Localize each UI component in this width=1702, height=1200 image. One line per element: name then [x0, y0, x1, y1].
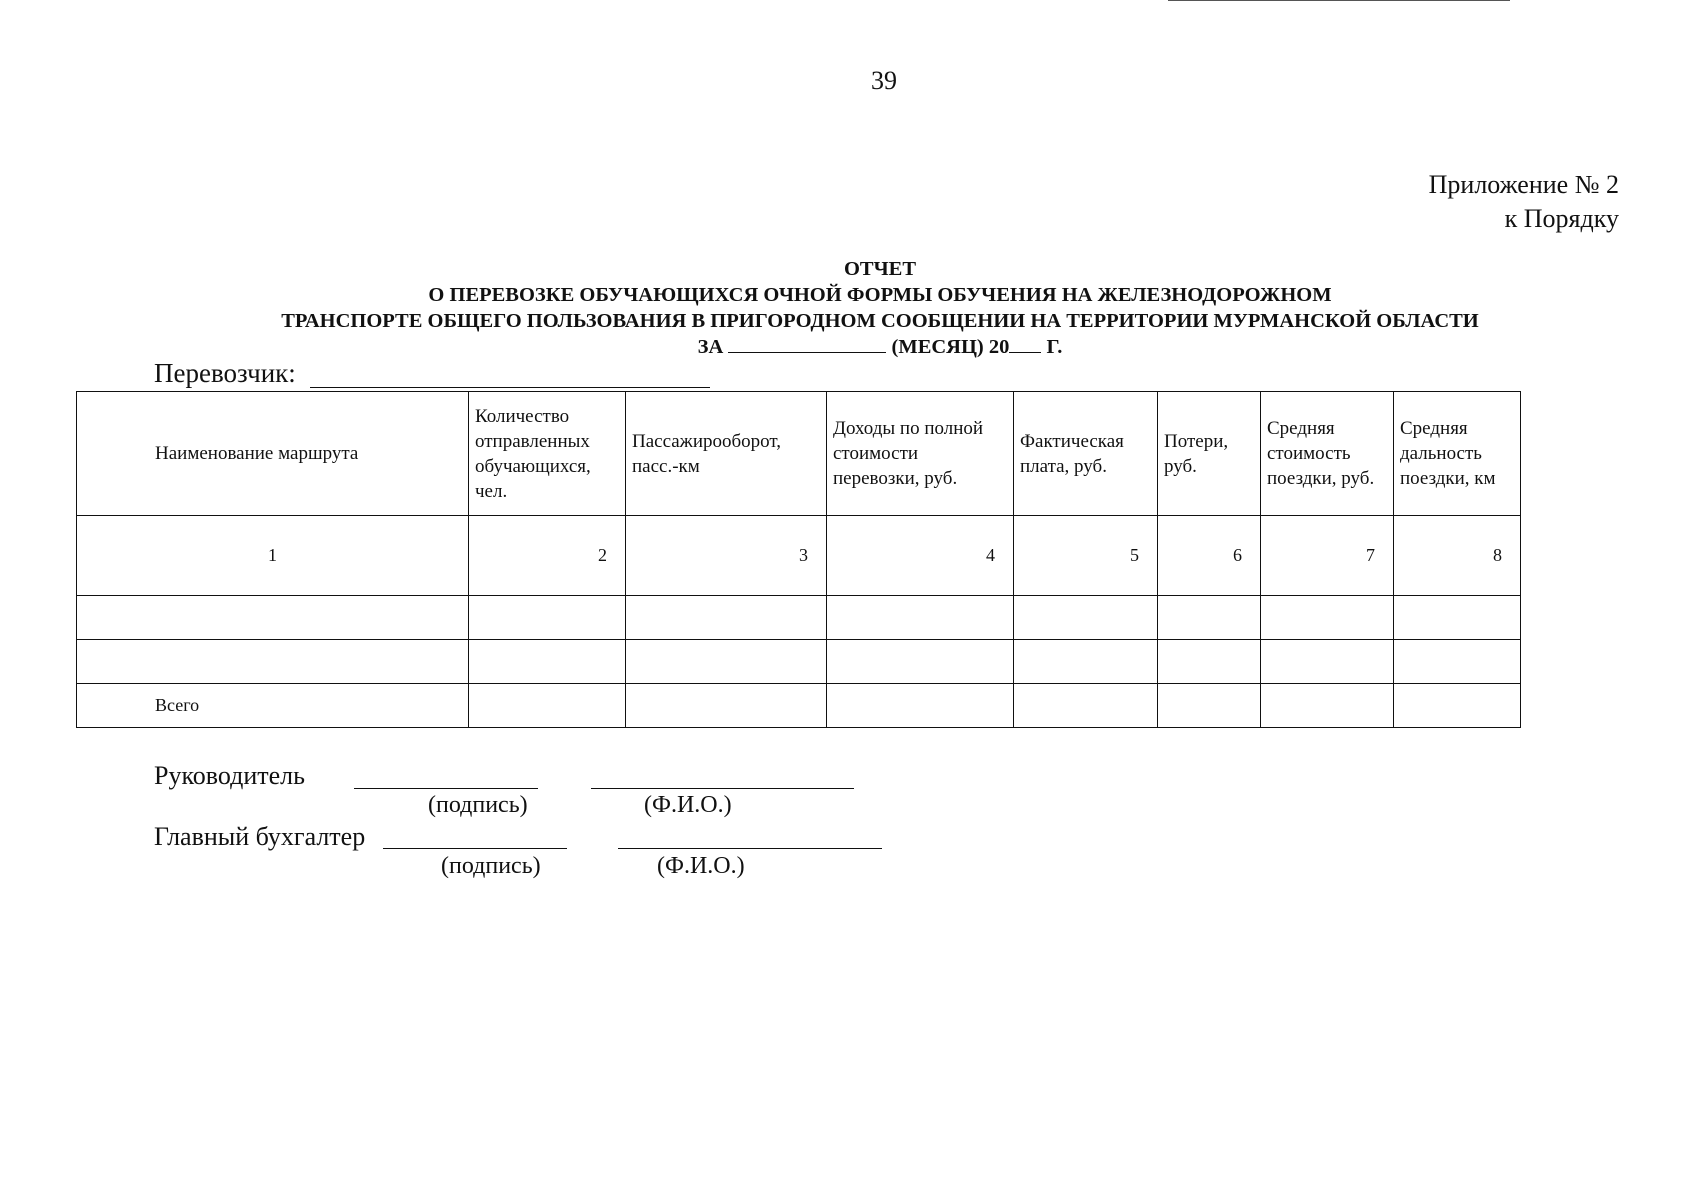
report-title	[110, 256, 1650, 360]
header-full-cost-income: Доходы по полной стоимости перевозки, руб.	[827, 392, 1014, 516]
table-cell	[1014, 640, 1158, 684]
table-cell	[626, 596, 827, 640]
header-losses: Потери, руб.	[1158, 392, 1261, 516]
scan-top-line	[1168, 0, 1510, 1]
column-number: 3	[626, 516, 827, 596]
carrier-blank-line	[310, 387, 710, 388]
page-number: 39	[871, 66, 897, 95]
table-cell	[77, 596, 469, 640]
table-cell	[1158, 640, 1261, 684]
table-cell	[827, 596, 1014, 640]
appendix-line-1: Приложение № 2	[1428, 170, 1619, 199]
table-row	[77, 640, 1521, 684]
column-number: 8	[1394, 516, 1521, 596]
accountant-signature-caption: (подпись)	[441, 853, 541, 879]
header-average-trip-distance: Средняя дальность поездки, км	[1394, 392, 1521, 516]
appendix-line-2: к Порядку	[1504, 204, 1619, 233]
table-cell	[1158, 684, 1261, 728]
table-cell	[77, 640, 469, 684]
year-blank	[1009, 334, 1041, 353]
period-prefix: ЗА	[697, 336, 724, 358]
table-cell	[1261, 684, 1394, 728]
title-line-1: ОТЧЕТ	[843, 258, 916, 280]
table-cell	[469, 684, 626, 728]
head-signature-caption: (подпись)	[428, 792, 528, 818]
header-route-name: Наименование маршрута	[77, 392, 469, 516]
head-name-caption: (Ф.И.О.)	[644, 792, 732, 818]
table-cell	[1158, 596, 1261, 640]
head-name-line	[591, 788, 854, 789]
column-number: 1	[77, 516, 469, 596]
accountant-signature-line	[383, 848, 567, 849]
column-number: 4	[827, 516, 1014, 596]
table-cell	[1394, 684, 1521, 728]
accountant-name-caption: (Ф.И.О.)	[657, 853, 745, 879]
column-number: 7	[1261, 516, 1394, 596]
accountant-label: Главный бухгалтер	[154, 822, 366, 851]
table-cell	[469, 596, 626, 640]
table-cell	[626, 684, 827, 728]
report-table	[76, 391, 1521, 728]
table-row	[77, 596, 1521, 640]
total-row	[77, 684, 1521, 728]
column-number: 5	[1014, 516, 1158, 596]
table-cell	[626, 640, 827, 684]
title-line-3: ТРАНСПОРТЕ ОБЩЕГО ПОЛЬЗОВАНИЯ В ПРИГОРОДНОМ СООБЩЕНИИ НА ТЕРРИТОРИИ МУРМАНСКОЙ ОБЛАСТИ	[281, 310, 1479, 332]
month-blank	[728, 334, 886, 353]
header-actual-fee: Фактическая плата, руб.	[1014, 392, 1158, 516]
header-average-trip-cost: Средняя стоимость поездки, руб.	[1261, 392, 1394, 516]
table-cell	[827, 684, 1014, 728]
table-cell	[1261, 640, 1394, 684]
title-period-line	[110, 334, 1650, 360]
table-cell	[1261, 596, 1394, 640]
total-label: Всего	[77, 684, 469, 728]
table-cell	[469, 640, 626, 684]
head-label: Руководитель	[154, 761, 305, 790]
period-year-suffix: Г.	[1046, 336, 1063, 358]
appendix-reference	[1429, 168, 1619, 236]
table-cell	[1394, 640, 1521, 684]
period-month: (МЕСЯЦ) 20	[891, 336, 1010, 358]
table-header-row	[77, 392, 1521, 516]
accountant-name-line	[618, 848, 882, 849]
column-number: 2	[469, 516, 626, 596]
table-cell	[1014, 684, 1158, 728]
title-line-2: О ПЕРЕВОЗКЕ ОБУЧАЮЩИХСЯ ОЧНОЙ ФОРМЫ ОБУЧЕНИЯ НА ЖЕЛЕЗНОДОРОЖНОМ	[428, 284, 1332, 306]
table-cell	[1014, 596, 1158, 640]
header-passenger-turnover: Пассажирооборот, пасс.-км	[626, 392, 827, 516]
carrier-label: Перевозчик:	[154, 358, 296, 388]
column-number: 6	[1158, 516, 1261, 596]
table-cell	[1394, 596, 1521, 640]
head-signature-line	[354, 788, 538, 789]
table-cell	[827, 640, 1014, 684]
header-students-sent: Количество отправленных обучающихся, чел.	[469, 392, 626, 516]
column-number-row	[77, 516, 1521, 596]
